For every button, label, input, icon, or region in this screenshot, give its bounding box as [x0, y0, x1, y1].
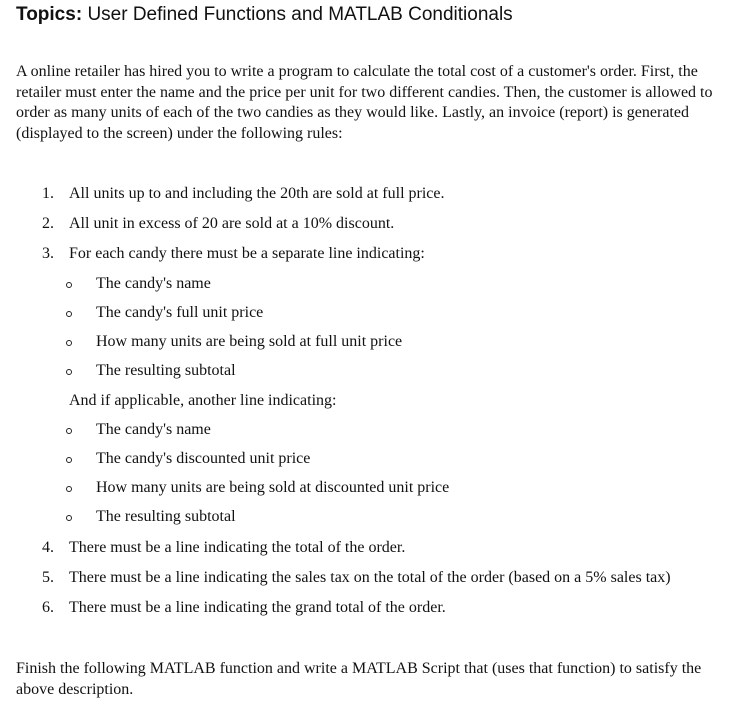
rule-number: 3.: [42, 245, 54, 262]
sub-item-text: The candy's full unit price: [96, 304, 264, 321]
rule-text: There must be a line indicating the sales tax on the total of the order (based on a 5% sales tax): [69, 569, 671, 586]
sub-item-text: How many units are being sold at full unit price: [96, 333, 403, 350]
circle-bullet-icon: [66, 340, 72, 346]
page-title: [16, 3, 513, 27]
circle-bullet-icon: [66, 311, 72, 317]
intro-paragraph: A online retailer has hired you to write a program to calculate the total cost of a customer's order. First, the retailer must enter the name and the price per unit for two different candies. Then, the customer is allowed to order as many units of each of the two candies as they would like. Lastly, an invoice (report) is generated (displayed to the screen) under the following rules:: [16, 63, 713, 142]
rule-text: For each candy there must be a separate line indicating:: [69, 245, 425, 262]
rule-number: 2.: [42, 215, 54, 232]
circle-bullet-icon: [66, 282, 72, 288]
finish-paragraph: Finish the following MATLAB function and write a MATLAB Script that (uses that function) to satisfy the above description.: [16, 660, 702, 698]
rule-text: There must be a line indicating the total of the order.: [69, 539, 406, 556]
rule-number: 1.: [42, 185, 54, 202]
and-if-applicable-text: And if applicable, another line indicating:: [69, 392, 337, 409]
sub-item-text: The resulting subtotal: [96, 508, 236, 525]
rule-number: 5.: [42, 569, 54, 586]
circle-bullet-icon: [66, 515, 72, 521]
sub-item-text: The candy's discounted unit price: [96, 450, 311, 467]
sub-item-text: The resulting subtotal: [96, 362, 236, 379]
sub-item-text: The candy's name: [96, 421, 211, 438]
rule-text: There must be a line indicating the grand total of the order.: [69, 599, 446, 616]
circle-bullet-icon: [66, 369, 72, 375]
rule-text: All units up to and including the 20th are sold at full price.: [69, 185, 445, 202]
topics-label: Topics:: [16, 4, 83, 25]
rule-number: 6.: [42, 599, 54, 616]
circle-bullet-icon: [66, 486, 72, 492]
rule-text: All unit in excess of 20 are sold at a 10% discount.: [69, 215, 395, 232]
circle-bullet-icon: [66, 428, 72, 434]
topics-title: User Defined Functions and MATLAB Conditionals: [87, 4, 513, 25]
sub-item-text: How many units are being sold at discounted unit price: [96, 479, 450, 496]
sub-item-text: The candy's name: [96, 275, 211, 292]
circle-bullet-icon: [66, 457, 72, 463]
rule-number: 4.: [42, 539, 54, 556]
